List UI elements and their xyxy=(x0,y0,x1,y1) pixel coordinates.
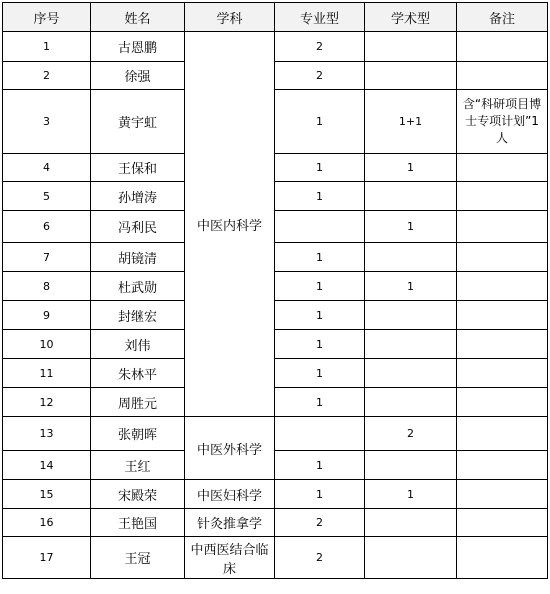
table-row xyxy=(3,272,548,301)
row-academic: 1 xyxy=(365,211,457,243)
header-index: 序号 xyxy=(3,3,91,32)
header-row xyxy=(3,3,548,32)
row-name: 王冠 xyxy=(91,537,185,579)
row-index: 3 xyxy=(3,90,91,154)
row-name: 黄宇虹 xyxy=(91,90,185,154)
row-index: 6 xyxy=(3,211,91,243)
table-row xyxy=(3,243,548,272)
table-row xyxy=(3,480,548,509)
row-academic xyxy=(365,301,457,330)
row-index: 10 xyxy=(3,330,91,359)
row-note xyxy=(457,62,548,90)
header-professional: 专业型 xyxy=(275,3,365,32)
row-academic xyxy=(365,330,457,359)
row-index: 8 xyxy=(3,272,91,301)
header-subject: 学科 xyxy=(185,3,275,32)
row-note xyxy=(457,330,548,359)
row-academic xyxy=(365,359,457,388)
row-name: 王保和 xyxy=(91,154,185,182)
row-name: 张朝晖 xyxy=(91,417,185,451)
row-index: 9 xyxy=(3,301,91,330)
table-row xyxy=(3,301,548,330)
row-name: 朱林平 xyxy=(91,359,185,388)
row-name: 古恩鹏 xyxy=(91,32,185,62)
table-row xyxy=(3,417,548,451)
row-note xyxy=(457,451,548,480)
row-professional: 1 xyxy=(275,451,365,480)
row-academic xyxy=(365,62,457,90)
row-index: 14 xyxy=(3,451,91,480)
row-professional xyxy=(275,211,365,243)
row-professional: 1 xyxy=(275,182,365,211)
row-name: 徐强 xyxy=(91,62,185,90)
row-note xyxy=(457,272,548,301)
row-professional: 1 xyxy=(275,272,365,301)
table-row xyxy=(3,182,548,211)
row-index: 15 xyxy=(3,480,91,509)
row-index: 5 xyxy=(3,182,91,211)
row-academic xyxy=(365,451,457,480)
header-academic: 学术型 xyxy=(365,3,457,32)
table-row xyxy=(3,509,548,537)
table-row xyxy=(3,62,548,90)
row-index: 4 xyxy=(3,154,91,182)
row-note xyxy=(457,388,548,417)
row-index: 13 xyxy=(3,417,91,451)
row-note xyxy=(457,509,548,537)
row-index: 16 xyxy=(3,509,91,537)
row-professional: 2 xyxy=(275,537,365,579)
row-professional: 1 xyxy=(275,388,365,417)
row-note xyxy=(457,359,548,388)
row-professional: 1 xyxy=(275,301,365,330)
table-row xyxy=(3,32,548,62)
row-note: 含“科研项目博士专项计划”1人 xyxy=(457,90,548,154)
row-academic xyxy=(365,182,457,211)
row-name: 宋殿荣 xyxy=(91,480,185,509)
row-note xyxy=(457,301,548,330)
row-name: 孙增涛 xyxy=(91,182,185,211)
header-note: 备注 xyxy=(457,3,548,32)
row-professional: 1 xyxy=(275,243,365,272)
row-academic: 1+1 xyxy=(365,90,457,154)
subject-cell: 针灸推拿学 xyxy=(185,509,275,537)
row-name: 王红 xyxy=(91,451,185,480)
table-row xyxy=(3,388,548,417)
row-academic xyxy=(365,388,457,417)
row-note xyxy=(457,480,548,509)
table-row xyxy=(3,537,548,579)
row-note xyxy=(457,211,548,243)
row-professional: 1 xyxy=(275,480,365,509)
row-academic xyxy=(365,32,457,62)
row-professional: 2 xyxy=(275,32,365,62)
row-academic: 1 xyxy=(365,154,457,182)
table-row xyxy=(3,90,548,154)
row-professional: 1 xyxy=(275,359,365,388)
row-name: 刘伟 xyxy=(91,330,185,359)
table-row xyxy=(3,359,548,388)
row-name: 冯利民 xyxy=(91,211,185,243)
row-academic xyxy=(365,537,457,579)
table-row xyxy=(3,211,548,243)
row-name: 胡镜清 xyxy=(91,243,185,272)
row-note xyxy=(457,417,548,451)
table-row xyxy=(3,330,548,359)
row-professional: 1 xyxy=(275,154,365,182)
table-row xyxy=(3,154,548,182)
row-name: 杜武勋 xyxy=(91,272,185,301)
row-professional xyxy=(275,417,365,451)
row-note xyxy=(457,32,548,62)
row-index: 17 xyxy=(3,537,91,579)
subject-cell: 中医外科学 xyxy=(185,417,275,480)
subject-cell: 中医妇科学 xyxy=(185,480,275,509)
row-professional: 2 xyxy=(275,62,365,90)
row-academic xyxy=(365,243,457,272)
row-name: 周胜元 xyxy=(91,388,185,417)
row-professional: 1 xyxy=(275,90,365,154)
row-note xyxy=(457,537,548,579)
row-name: 封继宏 xyxy=(91,301,185,330)
subject-cell: 中西医结合临床 xyxy=(185,537,275,579)
table-row xyxy=(3,451,548,480)
row-academic xyxy=(365,509,457,537)
row-note xyxy=(457,154,548,182)
row-index: 11 xyxy=(3,359,91,388)
row-index: 7 xyxy=(3,243,91,272)
row-academic: 1 xyxy=(365,272,457,301)
row-index: 12 xyxy=(3,388,91,417)
subject-cell: 中医内科学 xyxy=(185,32,275,417)
row-professional: 2 xyxy=(275,509,365,537)
row-professional: 1 xyxy=(275,330,365,359)
row-note xyxy=(457,182,548,211)
row-academic: 2 xyxy=(365,417,457,451)
student-quota-table xyxy=(2,2,548,579)
row-index: 1 xyxy=(3,32,91,62)
row-note xyxy=(457,243,548,272)
row-academic: 1 xyxy=(365,480,457,509)
student-quota-table-container xyxy=(2,2,548,579)
row-name: 王艳国 xyxy=(91,509,185,537)
row-index: 2 xyxy=(3,62,91,90)
header-name: 姓名 xyxy=(91,3,185,32)
